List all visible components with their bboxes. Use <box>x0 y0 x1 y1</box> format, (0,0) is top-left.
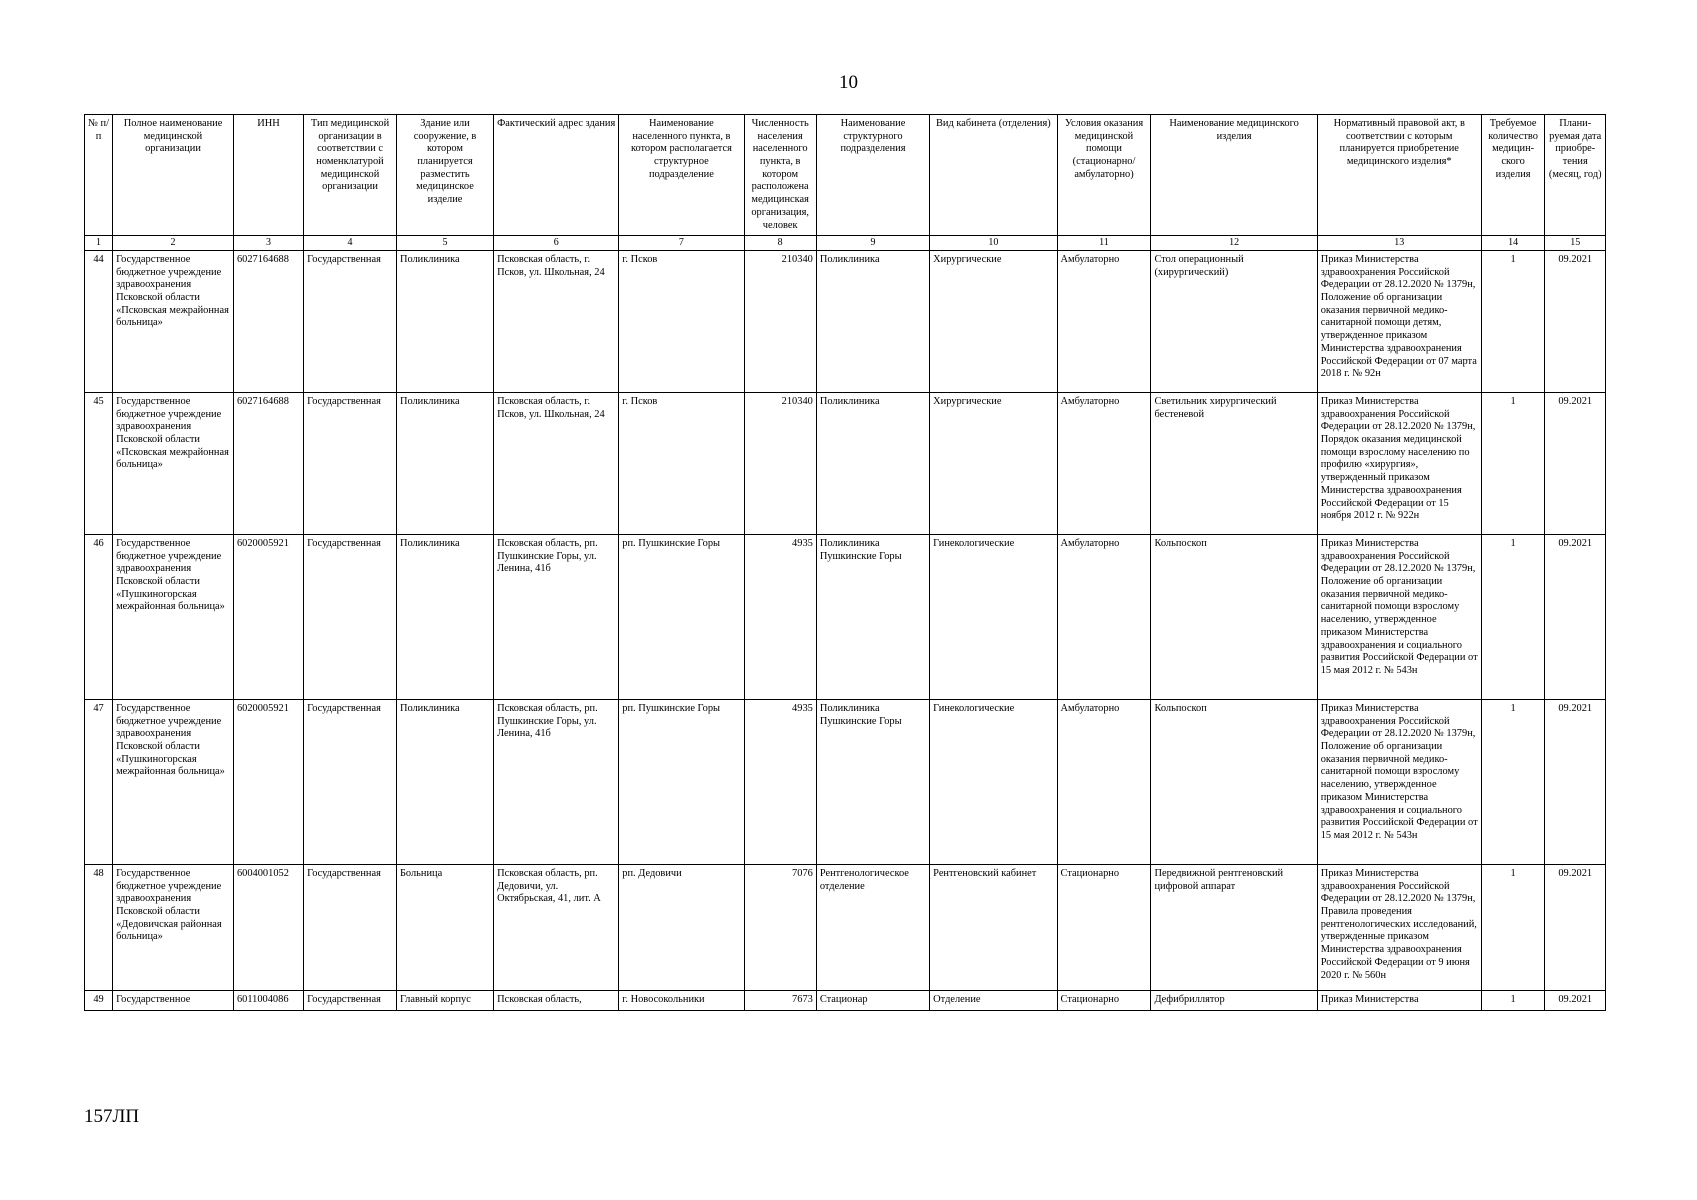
cell-org-type: Государственная <box>304 991 397 1011</box>
cell-building: Главный корпус <box>396 991 493 1011</box>
cell-inn: 6020005921 <box>233 700 303 865</box>
header-cell: ИНН <box>233 115 303 236</box>
cell-population: 4935 <box>744 535 816 700</box>
cell-row-number: 45 <box>85 393 113 535</box>
cell-address: Псковская область, г. Псков, ул. Школьная, 24 <box>494 393 619 535</box>
cell-org-type: Государственная <box>304 865 397 991</box>
cell-row-number: 44 <box>85 251 113 393</box>
cell-org-type: Государственная <box>304 393 397 535</box>
cell-legal-act: Приказ Министерства здравоохранения Российской Федерации от 28.12.2020 № 1379н, Положение об организации оказания первичной медико-санитарной помощи взрослому населению, утвержденное приказом Министерства здравоохранения и социального развития Российской Федерации от 15 мая 2012 г. № 543н <box>1317 700 1481 865</box>
column-number: 1 <box>85 236 113 251</box>
header-cell: Полное наименование медицинской организации <box>113 115 234 236</box>
header-cell: Численность населения населенного пункта, в котором расположена медицинская организация, человек <box>744 115 816 236</box>
cell-building: Поликлиника <box>396 700 493 865</box>
cell-cabinet-type: Хирургические <box>930 393 1057 535</box>
cell-medical-device: Кольпоскоп <box>1151 535 1317 700</box>
cell-purchase-date: 09.2021 <box>1545 700 1606 865</box>
cell-row-number: 46 <box>85 535 113 700</box>
cell-purchase-date: 09.2021 <box>1545 991 1606 1011</box>
cell-cabinet-type: Гинекологические <box>930 700 1057 865</box>
cell-building: Поликлиника <box>396 393 493 535</box>
cell-care-conditions: Амбулаторно <box>1057 393 1151 535</box>
cell-care-conditions: Амбулаторно <box>1057 535 1151 700</box>
cell-medical-device: Дефибриллятор <box>1151 991 1317 1011</box>
cell-population: 7076 <box>744 865 816 991</box>
column-number: 11 <box>1057 236 1151 251</box>
cell-purchase-date: 09.2021 <box>1545 865 1606 991</box>
cell-care-conditions: Амбулаторно <box>1057 700 1151 865</box>
cell-purchase-date: 09.2021 <box>1545 393 1606 535</box>
table-row <box>85 865 1606 991</box>
cell-locality: рп. Пушкинские Горы <box>619 700 744 865</box>
header-cell: Наименование медицинского изделия <box>1151 115 1317 236</box>
cell-address: Псковская область, г. Псков, ул. Школьная, 24 <box>494 251 619 393</box>
column-number: 10 <box>930 236 1057 251</box>
header-cell: Наименование структурного подразделения <box>816 115 929 236</box>
cell-care-conditions: Стационарно <box>1057 865 1151 991</box>
header-cell: Наименование населенного пункта, в котором располагается структурное подразделение <box>619 115 744 236</box>
header-cell: Условия оказания медицинской помощи (стационарно/ амбулаторно) <box>1057 115 1151 236</box>
cell-structural-unit: Поликлиника Пушкинские Горы <box>816 700 929 865</box>
cell-organization: Государственное бюджетное учреждение здравоохранения Псковской области «Псковская межрайонная больница» <box>113 251 234 393</box>
cell-medical-device: Передвижной рентгеновский цифровой аппарат <box>1151 865 1317 991</box>
cell-population: 4935 <box>744 700 816 865</box>
cell-cabinet-type: Отделение <box>930 991 1057 1011</box>
cell-cabinet-type: Хирургические <box>930 251 1057 393</box>
cell-building: Больница <box>396 865 493 991</box>
table-body <box>85 251 1606 1011</box>
cell-medical-device: Кольпоскоп <box>1151 700 1317 865</box>
cell-medical-device: Светильник хирургический бестеневой <box>1151 393 1317 535</box>
cell-structural-unit: Поликлиника <box>816 251 929 393</box>
cell-legal-act: Приказ Министерства здравоохранения Российской Федерации от 28.12.2020 № 1379н, Правила проведения рентгенологических исследований, утвержденные приказом Министерства здравоохранения Российской Федерации от 9 июня 2020 г. № 560н <box>1317 865 1481 991</box>
cell-cabinet-type: Гинекологические <box>930 535 1057 700</box>
column-number-row <box>85 236 1606 251</box>
cell-locality: рп. Дедовичи <box>619 865 744 991</box>
cell-legal-act: Приказ Министерства здравоохранения Российской Федерации от 28.12.2020 № 1379н, Положение об организации оказания первичной медико-санитарной помощи детям, утвержденное приказом Министерства здравоохранения Российской Федерации от 07 марта 2018 г. № 92н <box>1317 251 1481 393</box>
cell-organization: Государственное <box>113 991 234 1011</box>
cell-org-type: Государственная <box>304 535 397 700</box>
cell-structural-unit: Поликлиника Пушкинские Горы <box>816 535 929 700</box>
cell-locality: г. Псков <box>619 393 744 535</box>
cell-inn: 6011004086 <box>233 991 303 1011</box>
header-cell: Нормативный правовой акт, в соответствии с которым планируется приобретение медицинского изделия* <box>1317 115 1481 236</box>
cell-medical-device: Стол операционный (хирургический) <box>1151 251 1317 393</box>
column-number: 9 <box>816 236 929 251</box>
cell-population: 7673 <box>744 991 816 1011</box>
cell-organization: Государственное бюджетное учреждение здравоохранения Псковской области «Пушкиногорская межрайонная больница» <box>113 700 234 865</box>
cell-org-type: Государственная <box>304 251 397 393</box>
column-number: 15 <box>1545 236 1606 251</box>
cell-building: Поликлиника <box>396 251 493 393</box>
page-number: 10 <box>839 72 858 93</box>
header-cell: № п/п <box>85 115 113 236</box>
cell-quantity: 1 <box>1481 393 1545 535</box>
cell-structural-unit: Рентгенологическое отделение <box>816 865 929 991</box>
table-row <box>85 393 1606 535</box>
header-cell: Требуемое количество медицин-ского изделия <box>1481 115 1545 236</box>
column-number: 8 <box>744 236 816 251</box>
table-row <box>85 535 1606 700</box>
cell-locality: г. Псков <box>619 251 744 393</box>
cell-structural-unit: Поликлиника <box>816 393 929 535</box>
column-number: 2 <box>113 236 234 251</box>
cell-inn: 6027164688 <box>233 393 303 535</box>
cell-care-conditions: Амбулаторно <box>1057 251 1151 393</box>
table-row <box>85 251 1606 393</box>
cell-population: 210340 <box>744 251 816 393</box>
cell-organization: Государственное бюджетное учреждение здравоохранения Псковской области «Дедовичская районная больница» <box>113 865 234 991</box>
cell-address: Псковская область, <box>494 991 619 1011</box>
table-row <box>85 700 1606 865</box>
cell-quantity: 1 <box>1481 535 1545 700</box>
header-row <box>85 115 1606 236</box>
column-number: 6 <box>494 236 619 251</box>
cell-org-type: Государственная <box>304 700 397 865</box>
cell-structural-unit: Стационар <box>816 991 929 1011</box>
cell-building: Поликлиника <box>396 535 493 700</box>
header-cell: Фактический адрес здания <box>494 115 619 236</box>
column-number: 12 <box>1151 236 1317 251</box>
column-number: 13 <box>1317 236 1481 251</box>
column-number: 7 <box>619 236 744 251</box>
cell-care-conditions: Стационарно <box>1057 991 1151 1011</box>
cell-cabinet-type: Рентгеновский кабинет <box>930 865 1057 991</box>
cell-address: Псковская область, рп. Пушкинские Горы, ул. Ленина, 41б <box>494 535 619 700</box>
header-cell: Здание или сооружение, в котором планируется разместить медицинское изделие <box>396 115 493 236</box>
cell-locality: рп. Пушкинские Горы <box>619 535 744 700</box>
column-number: 4 <box>304 236 397 251</box>
cell-organization: Государственное бюджетное учреждение здравоохранения Псковской области «Пушкиногорская межрайонная больница» <box>113 535 234 700</box>
column-number: 5 <box>396 236 493 251</box>
footer-code: 157ЛП <box>84 1106 140 1127</box>
column-number: 14 <box>1481 236 1545 251</box>
table-row <box>85 991 1606 1011</box>
equipment-table-container <box>84 114 1606 1102</box>
cell-address: Псковская область, рп. Дедовичи, ул. Октябрьская, 41, лит. А <box>494 865 619 991</box>
header-cell: Плани-руемая дата приобре-тения (месяц, год) <box>1545 115 1606 236</box>
cell-quantity: 1 <box>1481 865 1545 991</box>
cell-population: 210340 <box>744 393 816 535</box>
cell-organization: Государственное бюджетное учреждение здравоохранения Псковской области «Псковская межрайонная больница» <box>113 393 234 535</box>
cell-inn: 6027164688 <box>233 251 303 393</box>
header-cell: Тип медицинской организации в соответствии с номенклатурой медицинской организации <box>304 115 397 236</box>
cell-inn: 6020005921 <box>233 535 303 700</box>
cell-legal-act: Приказ Министерства здравоохранения Российской Федерации от 28.12.2020 № 1379н, Порядок оказания медицинской помощи взрослому населению по профилю «хирургия», утвержденный приказом Министерства здравоохранения Российской Федерации от 15 ноября 2012 г. № 922н <box>1317 393 1481 535</box>
cell-legal-act: Приказ Министерства <box>1317 991 1481 1011</box>
header-cell: Вид кабинета (отделения) <box>930 115 1057 236</box>
cell-legal-act: Приказ Министерства здравоохранения Российской Федерации от 28.12.2020 № 1379н, Положение об организации оказания первичной медико-санитарной помощи взрослому населению, утвержденное приказом Министерства здравоохранения и социального развития Российской Федерации от 15 мая 2012 г. № 543н <box>1317 535 1481 700</box>
column-number: 3 <box>233 236 303 251</box>
cell-row-number: 49 <box>85 991 113 1011</box>
cell-purchase-date: 09.2021 <box>1545 251 1606 393</box>
cell-row-number: 47 <box>85 700 113 865</box>
cell-locality: г. Новосокольники <box>619 991 744 1011</box>
cell-quantity: 1 <box>1481 991 1545 1011</box>
cell-inn: 6004001052 <box>233 865 303 991</box>
cell-quantity: 1 <box>1481 251 1545 393</box>
cell-row-number: 48 <box>85 865 113 991</box>
cell-purchase-date: 09.2021 <box>1545 535 1606 700</box>
cell-address: Псковская область, рп. Пушкинские Горы, ул. Ленина, 41б <box>494 700 619 865</box>
equipment-table <box>84 114 1606 1011</box>
cell-quantity: 1 <box>1481 700 1545 865</box>
